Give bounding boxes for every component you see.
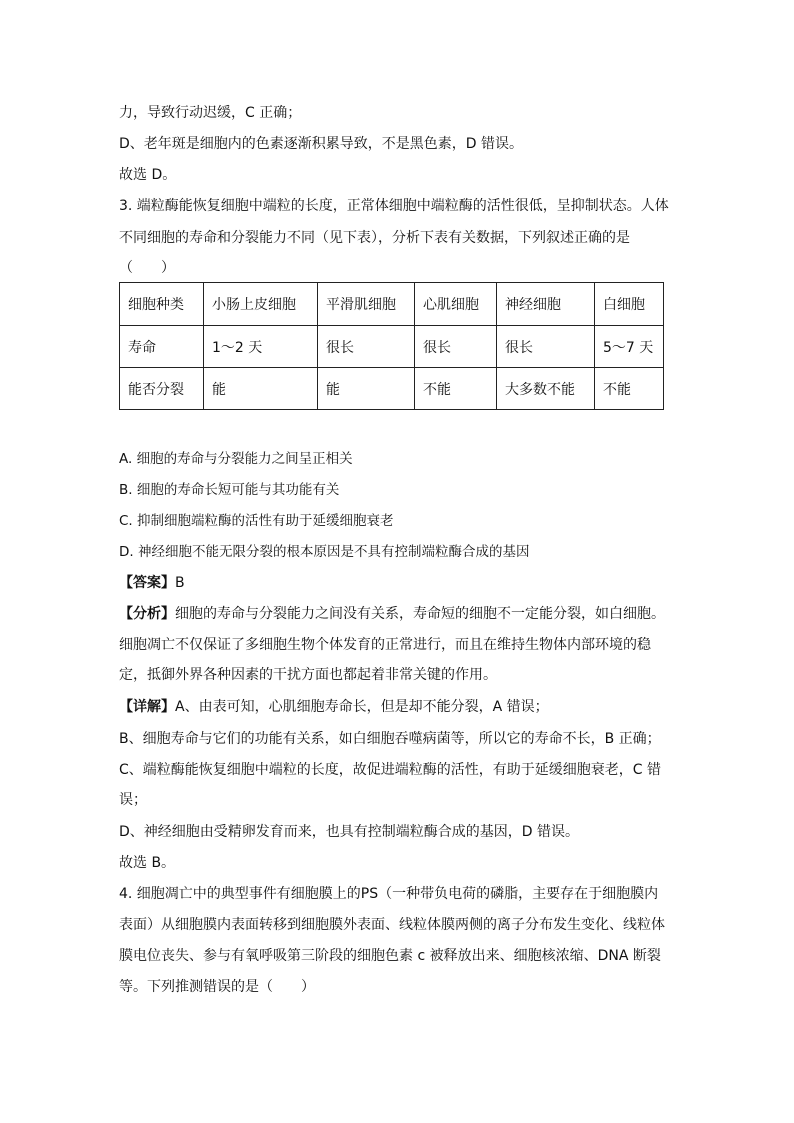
question-3-stem: 3. 端粒酶能恢复细胞中端粒的长度，正常体细胞中端粒酶的活性很低，呈抑制状态。人体 (119, 198, 669, 214)
answer-line (119, 573, 185, 593)
answer-tag: 【答案】 (119, 575, 175, 591)
question-3-stem: （ ） (119, 260, 175, 276)
table-cell: 大多数不能 (497, 368, 595, 410)
question-4-stem: 膜电位丧失、参与有氧呼吸第三阶段的细胞色素 c 被释放出来、细胞核浓缩、DNA 断裂 (119, 948, 661, 964)
table-cell: 细胞种类 (120, 283, 204, 326)
analysis-line: 定，抵御外界各种因素的干扰方面也都起着非常关键的作用。 (119, 667, 497, 683)
answer-value: B (175, 575, 185, 591)
table-row (120, 326, 664, 368)
detail-line: B、细胞寿命与它们的功能有关系，如白细胞吞噬病菌等，所以它的寿命不长，B 正确； (119, 731, 661, 747)
detail-line: C、端粒酶能恢复细胞中端粒的长度，故促进端粒酶的活性，有助于延缓细胞衰老，C 错 (119, 762, 661, 778)
paragraph-line: 故选 D。 (119, 167, 177, 183)
paragraph-line: D、老年斑是细胞内的色素逐渐积累导致，不是黑色素，D 错误。 (119, 136, 524, 152)
analysis-tag: 【分析】 (119, 606, 175, 622)
option-d: D. 神经细胞不能无限分裂的根本原因是不具有控制端粒酶合成的基因 (119, 544, 530, 560)
analysis-line: 细胞凋亡不仅保证了多细胞生物个体发育的正常进行，而且在维持生物体内部环境的稳 (119, 637, 651, 653)
table-cell: 平滑肌细胞 (318, 283, 415, 326)
table-cell: 不能 (595, 368, 664, 410)
table-cell: 很长 (318, 326, 415, 368)
table-cell: 能 (204, 368, 318, 410)
table-cell: 神经细胞 (497, 283, 595, 326)
analysis-line (119, 604, 665, 624)
table-cell: 5～7 天 (595, 326, 664, 368)
detail-tag: 【详解】 (119, 699, 175, 715)
table-cell: 能否分裂 (120, 368, 204, 410)
table-cell: 很长 (497, 326, 595, 368)
table-cell: 白细胞 (595, 283, 664, 326)
detail-line (119, 697, 549, 717)
cell-lifespan-table (119, 282, 664, 410)
table-cell: 1～2 天 (204, 326, 318, 368)
question-3-stem: 不同细胞的寿命和分裂能力不同（见下表），分析下表有关数据，下列叙述正确的是 (119, 230, 630, 246)
detail-line: D、神经细胞由受精卵发育而来，也具有控制端粒酶合成的基因，D 错误。 (119, 824, 580, 840)
option-c: C. 抑制细胞端粒酶的活性有助于延缓细胞衰老 (119, 513, 394, 529)
analysis-text: 细胞的寿命与分裂能力之间没有关系，寿命短的细胞不一定能分裂，如白细胞。 (175, 606, 665, 622)
detail-text: A、由表可知，心肌细胞寿命长，但是却不能分裂，A 错误； (175, 699, 549, 715)
question-4-stem: 等。下列推测错误的是（ ） (119, 979, 315, 995)
table-cell: 寿命 (120, 326, 204, 368)
detail-line: 误； (119, 792, 147, 808)
question-4-stem: 4. 细胞凋亡中的典型事件有细胞膜上的PS（一种带负电荷的磷脂，主要存在于细胞膜内 (119, 886, 659, 902)
detail-line: 故选 B。 (119, 855, 176, 871)
option-b: B. 细胞的寿命长短可能与其功能有关 (119, 482, 340, 498)
table-cell: 小肠上皮细胞 (204, 283, 318, 326)
table-cell: 不能 (415, 368, 497, 410)
table-row (120, 283, 664, 326)
question-4-stem: 表面）从细胞膜内表面转移到细胞膜外表面、线粒体膜两侧的离子分布发生变化、线粒体 (119, 917, 665, 933)
table-row (120, 368, 664, 410)
paragraph-line: 力，导致行动迟缓，C 正确； (119, 105, 302, 121)
option-a: A. 细胞的寿命与分裂能力之间呈正相关 (119, 451, 353, 467)
table-cell: 心肌细胞 (415, 283, 497, 326)
table-cell: 很长 (415, 326, 497, 368)
table-cell: 能 (318, 368, 415, 410)
